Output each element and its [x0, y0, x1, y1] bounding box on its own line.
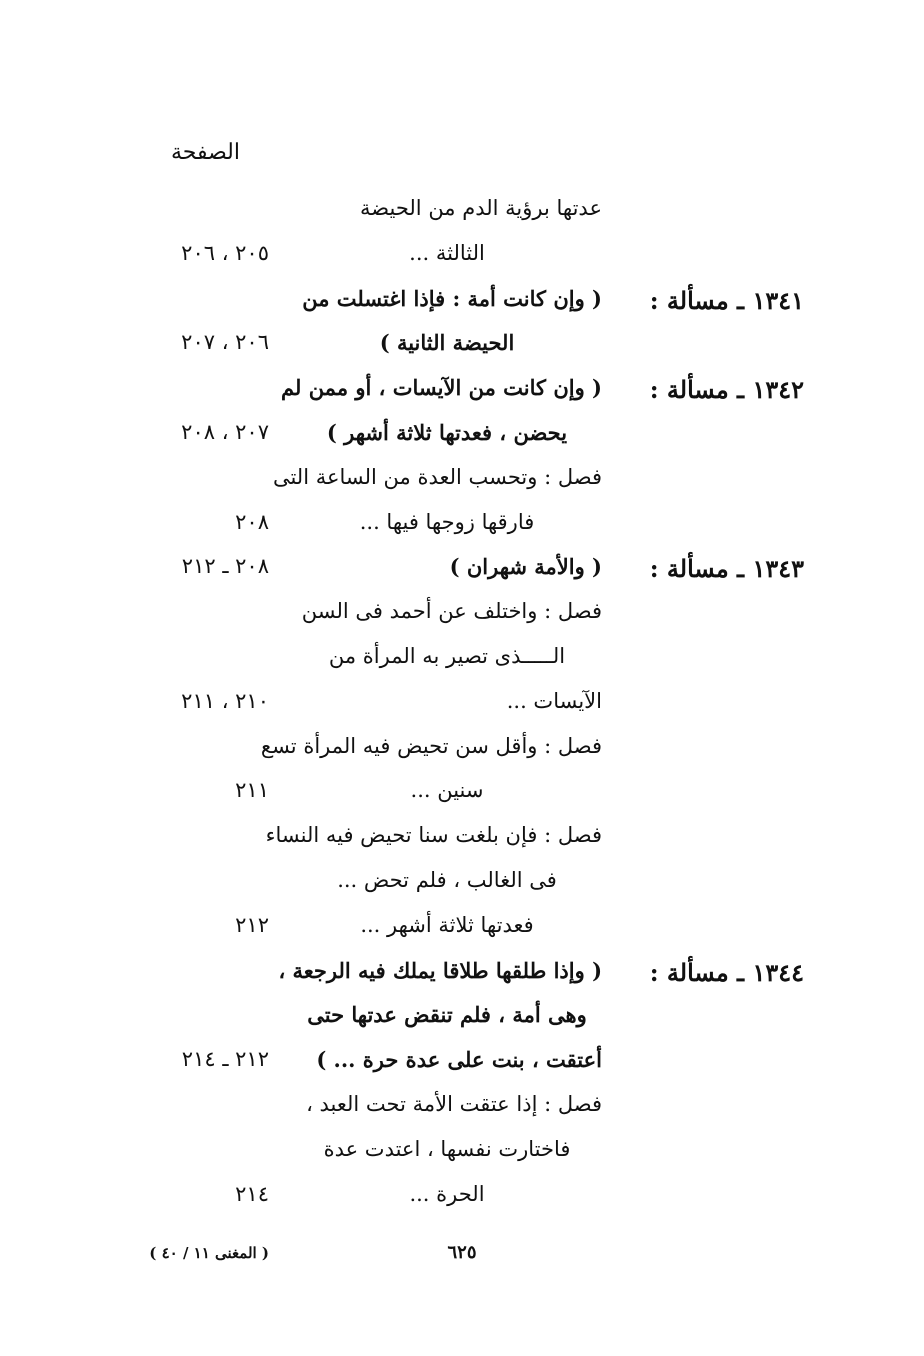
entry-text: سنين ...	[410, 778, 484, 803]
index-line	[0, 554, 924, 594]
signature-mark: ( المغنى ١١ / ٤٠ )	[149, 1244, 269, 1262]
entry-text: أعتقت ، بنت على عدة حرة ... )	[316, 1047, 602, 1073]
page-number: ٦٢٥	[447, 1242, 477, 1263]
masala-label: ١٣٤٣ ـ مسألة :	[649, 554, 804, 584]
index-line	[0, 913, 924, 953]
index-line	[0, 420, 924, 460]
page-reference: ٢١٢	[235, 912, 269, 937]
entry-text: ( وإن كانت من الآيسات ، أو ممن لم	[281, 375, 602, 401]
entry-text: فاختارت نفسها ، اعتدت عدة	[323, 1136, 571, 1161]
entry-text: فصل : وأقل سن تحيض فيه المرأة تسع	[260, 733, 602, 758]
page-reference: ٢٠٦ ، ٢٠٧	[181, 330, 269, 355]
masala-label: ١٣٤١ ـ مسألة :	[649, 285, 804, 315]
entry-text: فصل : واختلف عن أحمد فى السن	[301, 599, 602, 624]
index-line	[0, 375, 924, 415]
index-line	[0, 1047, 924, 1087]
entry-text: الآيسات ...	[506, 688, 602, 713]
entry-text: ( وإن كانت أمة : فإذا اغتسلت من	[302, 285, 602, 311]
page-reference: ٢١٤	[235, 1181, 269, 1206]
entry-text: فارقها زوجها فيها ...	[359, 509, 535, 534]
entry-text: فصل : إذا عتقت الأمة تحت العبد ،	[306, 1092, 602, 1116]
page-column-header: الصفحة	[170, 140, 240, 165]
page-reference: ٢٠٨	[235, 509, 269, 534]
entry-text: يحضن ، فعدتها ثلاثة أشهر )	[326, 420, 568, 445]
entry-text: الـــــذى تصير به المرأة من	[328, 644, 566, 668]
index-line	[0, 823, 924, 863]
entry-text: فى الغالب ، فلم تحض ...	[337, 868, 557, 892]
page-reference: ٢٠٧ ، ٢٠٨	[181, 420, 269, 444]
page-reference: ٢١٢ ـ ٢١٤	[181, 1047, 269, 1072]
page-reference: ٢١٠ ، ٢١١	[181, 688, 269, 713]
entry-text: ( وإذا طلقها طلاقا يملك فيه الرجعة ،	[278, 957, 602, 983]
entry-text: فصل : فإن بلغت سنا تحيض فيه النساء	[265, 823, 602, 848]
page-reference: ٢٠٨ ـ ٢١٢	[181, 554, 269, 579]
index-line	[0, 510, 924, 550]
index-line	[0, 1137, 924, 1177]
index-line	[0, 1092, 924, 1132]
entry-text: فصل : وتحسب العدة من الساعة التى	[272, 464, 602, 489]
index-line	[0, 689, 924, 729]
index-line	[0, 241, 924, 281]
entry-text: الثالثة ...	[409, 240, 485, 265]
index-line	[0, 330, 924, 370]
index-line	[0, 958, 924, 998]
entry-text: فعدتها ثلاثة أشهر ...	[360, 912, 534, 937]
entry-text: وهى أمة ، فلم تنقض عدتها حتى	[307, 1002, 587, 1028]
entry-text: الحيضة الثانية )	[379, 330, 515, 356]
page-reference: ٢١١	[235, 778, 269, 803]
index-line	[0, 1002, 924, 1042]
index-line	[0, 734, 924, 774]
index-line	[0, 196, 924, 236]
entry-text: عدتها برؤية الدم من الحيضة	[360, 196, 602, 220]
index-line	[0, 599, 924, 639]
index-line	[0, 1182, 924, 1222]
index-line	[0, 778, 924, 818]
page-reference: ٢٠٥ ، ٢٠٦	[181, 240, 269, 265]
masala-label: ١٣٤٢ ـ مسألة :	[649, 375, 804, 405]
masala-label: ١٣٤٤ ـ مسألة :	[649, 957, 804, 987]
entry-text: الحرة ...	[409, 1181, 485, 1206]
index-line	[0, 644, 924, 684]
index-line	[0, 286, 924, 326]
index-line	[0, 868, 924, 908]
entry-text: ( والأمة شهران )	[449, 554, 602, 580]
index-line	[0, 465, 924, 505]
